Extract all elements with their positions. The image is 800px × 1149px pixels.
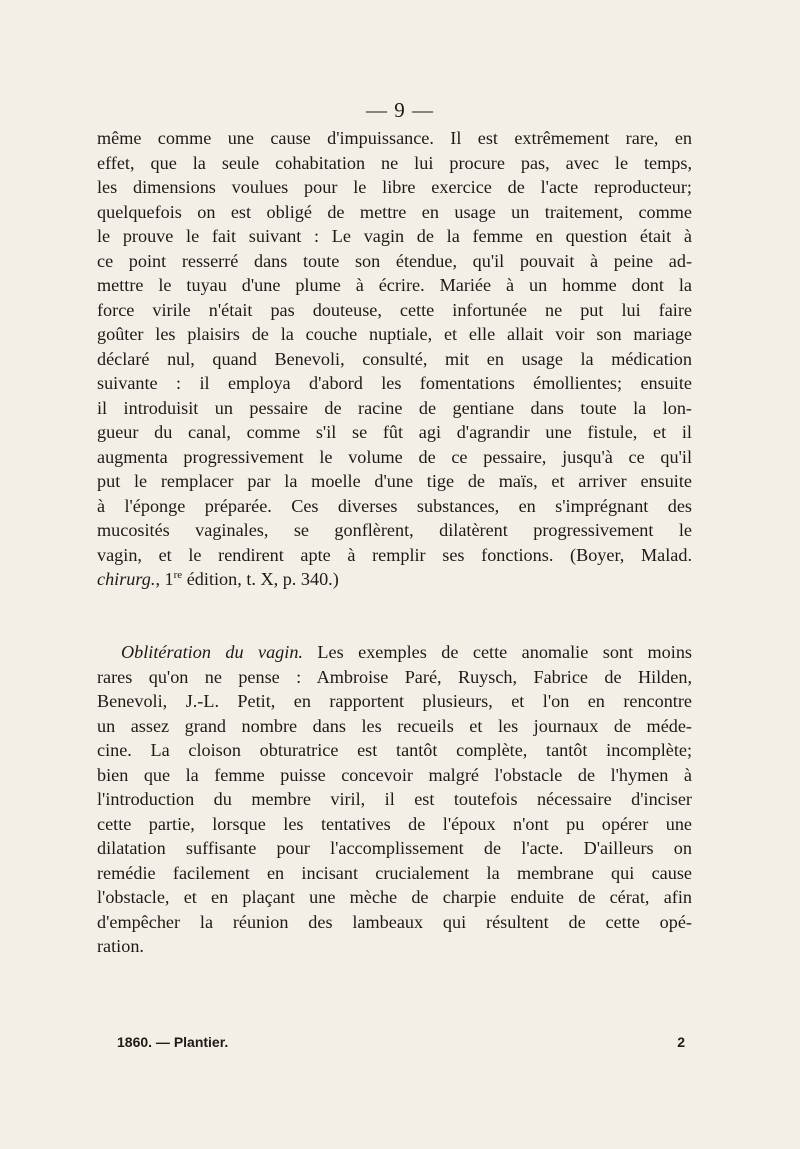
footer: [117, 1034, 685, 1050]
paragraph-1: [97, 126, 692, 592]
text-line: rares qu'on ne pense : Ambroise Paré, Ruysch, Fabrice de Hilden,: [97, 666, 692, 687]
text-line: goûter les plaisirs de la couche nuptiale, et elle allait voir son mariage: [97, 324, 692, 344]
text-line: ce point resserré dans toute son étendue, qu'il pouvait à peine ad-: [97, 250, 692, 271]
text-line: d'empêcher la réunion des lambeaux qui résultent de cette opé-: [97, 911, 692, 932]
citation-text: édition, t. X, p. 340.): [182, 569, 339, 589]
text-line: gueur du canal, comme s'il se fût agi d'agrandir une fistule, et il: [97, 422, 692, 442]
text-line: vagin, et le rendirent apte à remplir ses fonctions. (Boyer, Malad.: [97, 544, 692, 565]
text-line: suivante : il employa d'abord les fomentations émollientes; ensuite: [97, 373, 692, 393]
text-line: [97, 567, 692, 592]
citation-text: , 1: [155, 569, 174, 589]
text-line: effet, que la seule cohabitation ne lui procure pas, avec le temps,: [97, 152, 692, 173]
page-number: — 9 —: [366, 98, 434, 122]
text-line: bien que la femme puisse concevoir malgré l'obstacle de l'hymen à: [97, 764, 692, 785]
text-run: Les exemples de cette anomalie sont moins: [302, 642, 692, 662]
text-line: même comme une cause d'impuissance. Il est extrêmement rare, en: [97, 128, 692, 148]
text-line: remédie facilement en incisant crucialement la membrane qui cause: [97, 862, 692, 883]
footer-sheet-number: 2: [677, 1034, 685, 1050]
text-line: cine. La cloison obturatrice est tantôt complète, tantôt incomplète;: [97, 740, 692, 760]
text-line: ration.: [97, 936, 144, 956]
citation-sup: re: [173, 568, 183, 581]
text-line: dilatation suffisante pour l'accomplissement de l'acte. D'ailleurs on: [97, 838, 692, 858]
text-line: mettre le tuyau d'une plume à écrire. Mariée à un homme dont la: [97, 275, 692, 295]
text-line: le prouve le fait suivant : Le vagin de la femme en question était à: [97, 226, 692, 246]
text-line: [97, 640, 692, 665]
text-line: cette partie, lorsque les tentatives de l'époux n'ont pu opérer une: [97, 813, 692, 834]
paragraph-2: [97, 640, 692, 959]
section-heading: Oblitération du vagin.: [121, 642, 303, 662]
text-line: l'introduction du membre viril, il est toutefois nécessaire d'inciser: [97, 789, 692, 809]
footer-signature: 1860. — Plantier.: [117, 1034, 229, 1050]
text-line: déclaré nul, quand Benevoli, consulté, mit en usage la médication: [97, 348, 692, 369]
text-line: un assez grand nombre dans les recueils et les journaux de méde-: [97, 715, 692, 736]
text-line: force virile n'était pas douteuse, cette infortunée ne put lui faire: [97, 299, 692, 320]
text-line: l'obstacle, et en plaçant une mèche de charpie enduite de cérat, afin: [97, 887, 692, 907]
text-line: à l'éponge préparée. Ces diverses substances, en s'imprégnant des: [97, 495, 692, 516]
text-line: augmenta progressivement le volume de ce pessaire, jusqu'à ce qu'il: [97, 446, 692, 467]
citation-italic: chirurg.: [97, 569, 156, 589]
text-line: Benevoli, J.-L. Petit, en rapportent plusieurs, et l'on en rencontre: [97, 691, 692, 711]
text-line: quelquefois on est obligé de mettre en usage un traitement, comme: [97, 201, 692, 222]
text-line: mucosités vaginales, se gonflèrent, dilatèrent progressivement le: [97, 520, 692, 540]
text-line: les dimensions voulues pour le libre exercice de l'acte reproducteur;: [97, 177, 692, 197]
text-line: il introduisit un pessaire de racine de gentiane dans toute la lon-: [97, 397, 692, 418]
text-line: put le remplacer par la moelle d'une tige de maïs, et arriver ensuite: [97, 471, 692, 491]
